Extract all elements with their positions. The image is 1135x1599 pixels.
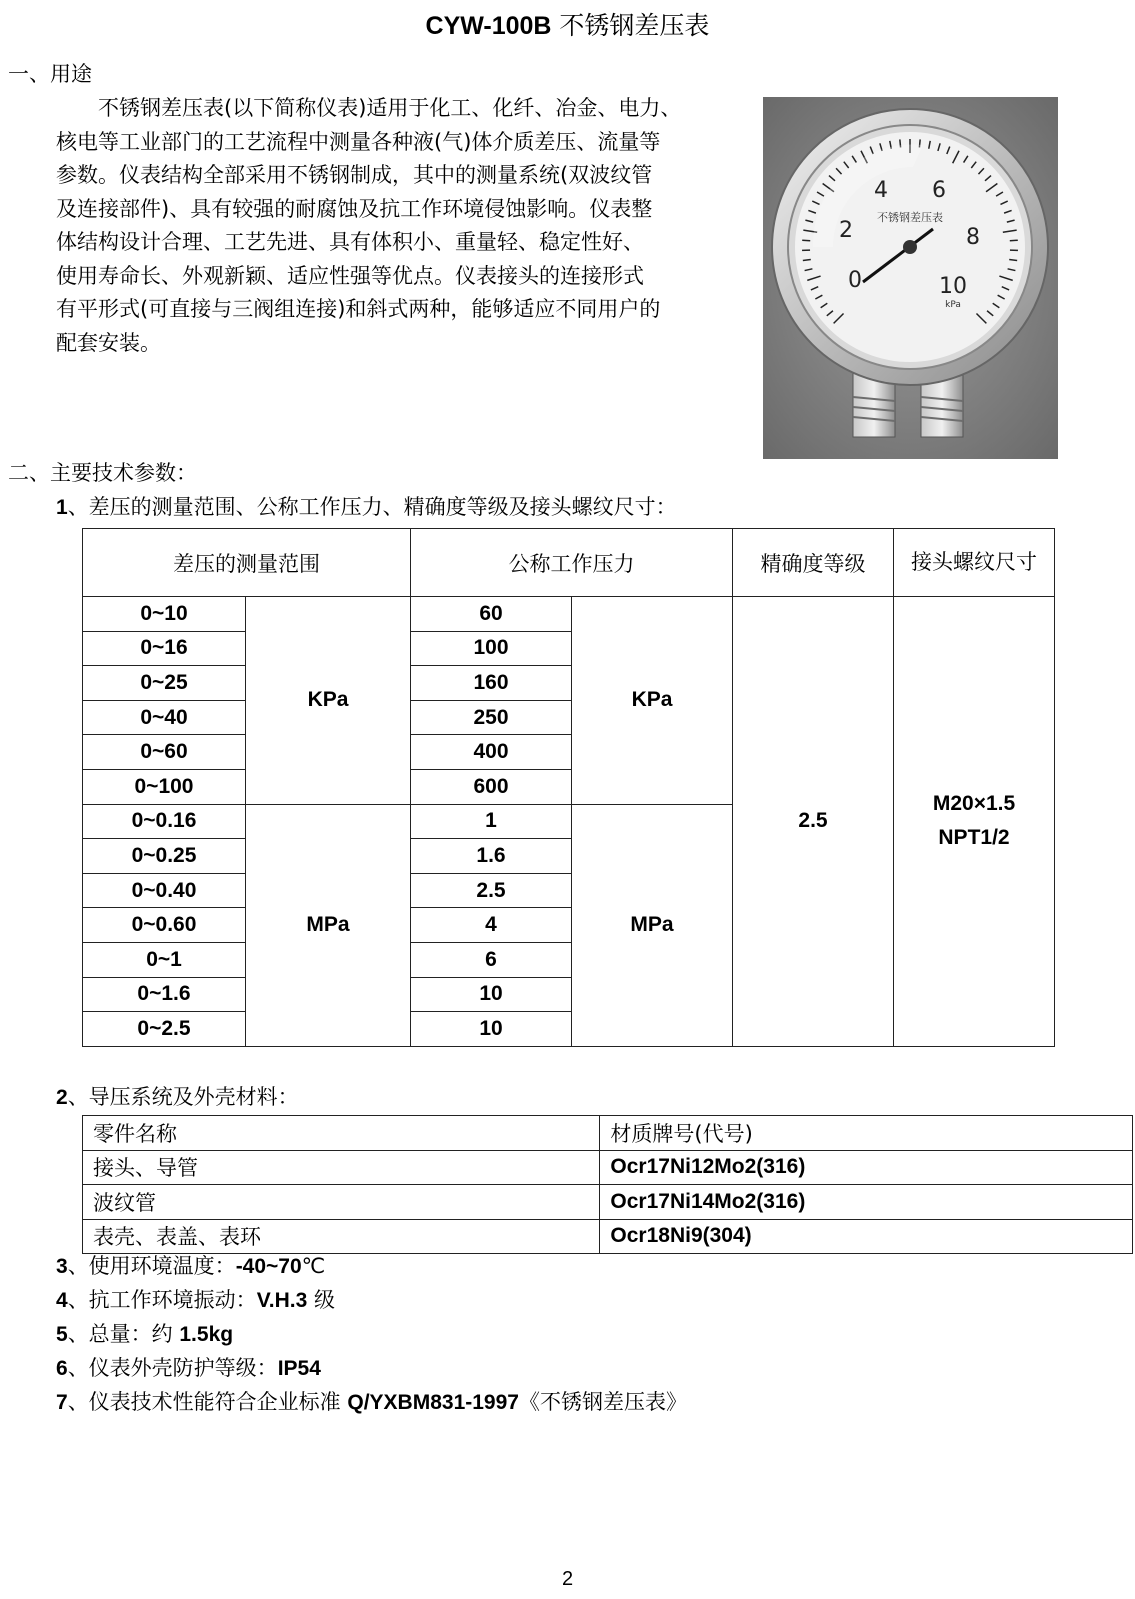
subsection-text: 、差压的测量范围、公称工作压力、精确度等级及接头螺纹尺寸：	[67, 495, 677, 519]
item-suffix: 《不锈钢差压表》	[518, 1390, 687, 1414]
section2-heading: 二、主要技术参数：	[8, 461, 197, 485]
item-suffix: 级	[307, 1288, 335, 1312]
item-number: 6	[56, 1357, 68, 1380]
dial-tick	[1010, 240, 1018, 241]
item-value: V.H.3	[256, 1289, 308, 1312]
table-row	[83, 1150, 1133, 1185]
item-value: Q/YXBM831-1997	[347, 1391, 519, 1414]
gauge-photo	[763, 97, 1058, 459]
material-table	[82, 1115, 1133, 1254]
spec-table	[82, 528, 1055, 1047]
item-value: -40~70	[235, 1255, 302, 1278]
subsection-number: 1	[56, 496, 68, 519]
subsection-number: 2	[56, 1086, 68, 1109]
material-cell: Ocr17Ni12Mo2(316)	[600, 1150, 1133, 1185]
product-name: 不锈钢差压表	[559, 11, 710, 40]
range-cell: 0~10	[83, 597, 246, 632]
table-row	[83, 1185, 1133, 1220]
spec-item	[56, 1386, 687, 1416]
pressure-cell: 250	[411, 700, 572, 735]
pressure-cell: 400	[411, 735, 572, 770]
page-number: 2	[561, 1568, 574, 1590]
item-value: IP54	[277, 1357, 321, 1380]
dial-tick	[803, 260, 811, 261]
item-number: 3	[56, 1255, 68, 1278]
subsection1-heading	[56, 491, 677, 521]
pressure-cell: 100	[411, 631, 572, 666]
section1-heading: 一、用途	[8, 62, 92, 86]
page-title	[0, 6, 1135, 42]
item-label: 、抗工作环境振动：	[67, 1288, 257, 1312]
header-material: 材质牌号(代号)	[600, 1116, 1133, 1151]
range-cell: 0~16	[83, 631, 246, 666]
item-suffix: ℃	[301, 1254, 326, 1278]
pressure-cell: 2.5	[411, 873, 572, 908]
range-cell: 0~0.16	[83, 804, 246, 839]
pressure-cell: 1.6	[411, 839, 572, 874]
range-cell: 0~40	[83, 700, 246, 735]
pressure-cell: 4	[411, 908, 572, 943]
part-name-cell: 表壳、表盖、表环	[83, 1219, 600, 1254]
paragraph-line: 核电等工业部门的工艺流程中测量各种液(气)体介质差压、流量等	[56, 129, 661, 154]
dial-tick	[802, 240, 810, 241]
paragraph-line: 参数。仪表结构全部采用不锈钢制成，其中的测量系统(双波纹管	[56, 163, 653, 187]
range-unit-kpa: KPa	[246, 597, 411, 805]
dial-label: 不锈钢差压表	[877, 211, 943, 224]
header-part-name: 零件名称	[83, 1116, 600, 1151]
spec-item	[56, 1284, 335, 1314]
range-cell: 0~0.40	[83, 873, 246, 908]
paragraph-line: 有平形式(可直接与三阀组连接)和斜式两种，能够适应不同用户的	[56, 297, 661, 321]
item-label: 、仪表技术性能符合企业标准	[67, 1390, 348, 1414]
pressure-cell: 10	[411, 977, 572, 1012]
range-cell: 0~100	[83, 769, 246, 804]
item-label: 、总量：约	[67, 1322, 180, 1346]
pressure-cell: 60	[411, 597, 572, 632]
pressure-unit-mpa: MPa	[572, 804, 733, 1046]
header-thread	[894, 529, 1055, 597]
thread-line: M20×1.5	[932, 792, 1016, 816]
spec-item	[56, 1250, 325, 1280]
dial-number: 2	[839, 218, 853, 243]
pressure-cell: 1	[411, 804, 572, 839]
paragraph-line: 及连接部件)、具有较强的耐腐蚀及抗工作环境侵蚀影响。仪表整	[56, 196, 653, 221]
spec-item	[56, 1318, 233, 1348]
item-number: 5	[56, 1323, 68, 1346]
dial-number: 6	[932, 178, 946, 203]
material-cell: Ocr18Ni9(304)	[600, 1219, 1133, 1254]
range-cell: 0~0.60	[83, 908, 246, 943]
subsection-text: 、导压系统及外壳材料：	[67, 1085, 299, 1109]
table-row	[83, 597, 1055, 632]
paragraph-line: 体结构设计合理、工艺先进、具有体积小、重量轻、稳定性好、	[56, 230, 644, 254]
pressure-unit-kpa: KPa	[572, 597, 733, 805]
item-label: 、使用环境温度：	[67, 1254, 236, 1278]
dial-number: 4	[874, 178, 888, 203]
pressure-cell: 6	[411, 942, 572, 977]
item-number: 4	[56, 1289, 68, 1312]
pressure-cell: 10	[411, 1012, 572, 1047]
item-number: 7	[56, 1391, 68, 1414]
range-unit-mpa: MPa	[246, 804, 411, 1046]
range-cell: 0~0.25	[83, 839, 246, 874]
dial-tick	[1009, 260, 1017, 261]
accuracy-value: 2.5	[733, 597, 894, 1047]
pressure-cell: 600	[411, 769, 572, 804]
part-name-cell: 波纹管	[83, 1185, 600, 1220]
range-cell: 0~1	[83, 942, 246, 977]
item-label: 、仪表外壳防护等级：	[67, 1356, 278, 1380]
range-cell: 0~2.5	[83, 1012, 246, 1047]
dial-number: 10	[939, 274, 967, 299]
item-value: 1.5kg	[179, 1323, 234, 1346]
thread-line: NPT1/2	[938, 826, 1010, 850]
paragraph-line: 配套安装。	[56, 330, 161, 355]
subsection2-heading	[56, 1081, 299, 1111]
gauge-illustration	[763, 97, 1058, 459]
dial-number: 8	[966, 225, 980, 250]
material-cell: Ocr17Ni14Mo2(316)	[600, 1185, 1133, 1220]
range-cell: 0~25	[83, 666, 246, 701]
paragraph-line: 不锈钢差压表(以下简称仪表)适用于化工、化纤、冶金、电力、	[98, 96, 682, 120]
table-header-row	[83, 529, 1055, 597]
header-thread-text: 接头螺纹尺寸	[911, 550, 1037, 574]
range-cell: 0~60	[83, 735, 246, 770]
table-header-row	[83, 1116, 1133, 1151]
spec-item	[56, 1352, 321, 1382]
range-cell: 0~1.6	[83, 977, 246, 1012]
paragraph-body	[56, 126, 736, 361]
header-range: 差压的测量范围	[83, 529, 411, 597]
header-accuracy: 精确度等级	[733, 529, 894, 597]
model-number: CYW-100B	[425, 12, 552, 40]
dial-unit: kPa	[945, 300, 961, 310]
header-working-pressure: 公称工作压力	[411, 529, 733, 597]
pressure-cell: 160	[411, 666, 572, 701]
paragraph-line: 使用寿命长、外观新颖、适应性强等优点。仪表接头的连接形式	[56, 263, 644, 288]
section1-paragraph	[56, 92, 736, 360]
table-row	[83, 1219, 1133, 1254]
part-name-cell: 接头、导管	[83, 1150, 600, 1185]
thread-value	[894, 597, 1055, 1047]
dial-number: 0	[848, 268, 862, 293]
